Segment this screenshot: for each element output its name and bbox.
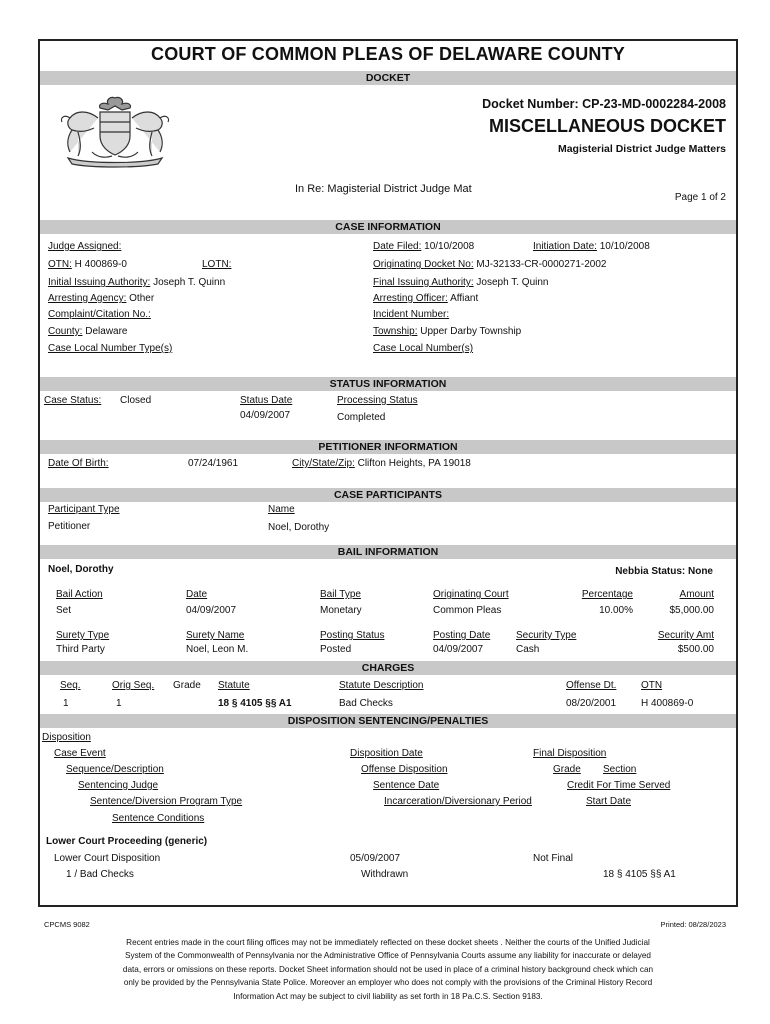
amount-value: $5,000.00	[669, 605, 714, 616]
initial-issuing-authority: Initial Issuing Authority: Joseph T. Quinn	[48, 277, 226, 288]
lotn-label: LOTN:	[202, 259, 232, 270]
court-title: COURT OF COMMON PLEAS OF DELAWARE COUNTY	[151, 44, 625, 64]
participant-type-label: Participant Type	[48, 504, 120, 515]
grade-label: Grade	[553, 764, 581, 775]
form-id: CPCMS 9082	[44, 920, 90, 929]
charge-seq: 1	[63, 698, 69, 709]
docket-number: Docket Number: CP-23-MD-0002284-2008	[482, 97, 726, 111]
section-label: Section	[603, 764, 637, 775]
charge-orig-seq: 1	[116, 698, 122, 709]
sentence-conditions-label: Sentence Conditions	[112, 813, 205, 824]
bail-person: Noel, Dorothy	[48, 564, 114, 575]
final-disposition-label: Final Disposition	[533, 748, 607, 759]
charge-description: Bad Checks	[339, 698, 393, 709]
originating-docket: Originating Docket No: MJ-32133-CR-0000271-2002	[373, 259, 607, 270]
lower-court-date: 05/09/2007	[350, 853, 401, 864]
disclaimer-line: data, errors or omissions on these reports. Docket Sheet information should not be used in place of a criminal history background check which can	[122, 964, 654, 974]
printed-date: Printed: 08/28/2023	[660, 920, 726, 929]
docket-frame	[38, 39, 738, 907]
posting-status-header: Posting Status	[320, 630, 385, 641]
surety-name-header: Surety Name	[186, 630, 245, 641]
otn: OTN: H 400869-0	[48, 259, 127, 270]
orig-seq-header: Orig Seq.	[112, 680, 155, 691]
docket-subtype: Magisterial District Judge Matters	[557, 143, 726, 155]
disposition-bar: DISPOSITION SENTENCING/PENALTIES	[40, 714, 736, 728]
security-amt-header: Security Amt	[657, 630, 714, 641]
final-issuing-authority: Final Issuing Authority: Joseph T. Quinn	[373, 277, 549, 288]
disposition-date-label: Disposition Date	[350, 748, 423, 759]
city-state-zip: City/State/Zip: Clifton Heights, PA 19018	[292, 458, 471, 469]
page-label: Page 1 of 2	[674, 192, 726, 203]
participant-type-value: Petitioner	[48, 521, 91, 532]
docket-type: MISCELLANEOUS DOCKET	[488, 116, 726, 136]
disclaimer-notice	[60, 936, 716, 1003]
judge-assigned-label: Judge Assigned:	[48, 241, 122, 252]
status-information-bar: STATUS INFORMATION	[40, 377, 736, 391]
incarceration-period-label: Incarceration/Diversionary Period	[384, 796, 532, 807]
bail-type-header: Bail Type	[320, 589, 361, 600]
surety-type-header: Surety Type	[56, 630, 110, 641]
credit-time-served-label: Credit For Time Served	[567, 780, 671, 791]
sentence-program-type-label: Sentence/Diversion Program Type	[90, 796, 243, 807]
arresting-officer: Arresting Officer: Affiant	[373, 293, 479, 304]
surety-name-value: Noel, Leon M.	[186, 644, 249, 655]
charge-disposition: Withdrawn	[361, 869, 409, 880]
originating-court-header: Originating Court	[433, 589, 509, 600]
participant-name-label: Name	[268, 504, 295, 515]
case-participants-bar: CASE PARTICIPANTS	[40, 488, 736, 502]
sentencing-judge-label: Sentencing Judge	[78, 780, 159, 791]
originating-court-value: Common Pleas	[433, 605, 502, 616]
start-date-label: Start Date	[586, 796, 632, 807]
complaint-citation-label: Complaint/Citation No.:	[48, 309, 151, 320]
statute-description-header: Statute Description	[339, 680, 424, 691]
sentence-date-label: Sentence Date	[373, 780, 440, 791]
case-event-label: Case Event	[54, 748, 106, 759]
security-type-value: Cash	[516, 644, 540, 655]
status-date-value: 04/09/2007	[240, 410, 291, 421]
petitioner-information-bar: PETITIONER INFORMATION	[40, 440, 736, 454]
case-information-bar: CASE INFORMATION	[40, 220, 736, 234]
disclaimer-line: System of the Commonwealth of Pennsylvania nor the Administrative Office of Pennsylvania Courts assume any liability for inaccurate or delayed	[125, 951, 651, 961]
in-re-caption: In Re: Magisterial District Judge Mat	[295, 183, 472, 195]
disposition-label: Disposition	[42, 732, 91, 743]
surety-type-value: Third Party	[56, 644, 105, 655]
charge-statute: 18 § 4105 §§ A1	[218, 698, 292, 709]
arresting-agency: Arresting Agency: Other	[48, 293, 155, 304]
posting-date-header: Posting Date	[433, 630, 491, 641]
disclaimer-line: Recent entries made in the court filing offices may not be immediately reflected on these docket sheets . Neither the courts of the Unified Judicial	[126, 938, 650, 947]
incident-number-label: Incident Number:	[373, 309, 450, 320]
township: Township: Upper Darby Township	[373, 326, 522, 337]
amount-header: Amount	[679, 589, 714, 600]
date-of-birth-label: Date Of Birth:	[48, 458, 109, 469]
case-local-number-label: Case Local Number(s)	[373, 343, 474, 354]
percentage-header: Percentage	[581, 589, 633, 600]
case-status-label: Case Status:	[44, 395, 102, 406]
offense-disposition-label: Offense Disposition	[361, 764, 448, 775]
seq-header: Seq.	[60, 680, 81, 691]
county: County: Delaware	[48, 326, 128, 337]
otn-header: OTN	[641, 680, 663, 691]
posting-date-value: 04/09/2007	[433, 644, 484, 655]
bail-type-value: Monetary	[320, 605, 362, 616]
statute-header: Statute	[218, 680, 250, 691]
docket-bar: DOCKET	[40, 71, 736, 85]
security-amt-value: $500.00	[677, 644, 714, 655]
charge-line: 1 / Bad Checks	[66, 869, 134, 880]
bail-date-header: Date	[186, 589, 208, 600]
bail-information-bar: BAIL INFORMATION	[40, 545, 736, 559]
date-filed: Date Filed: 10/10/2008	[373, 241, 475, 252]
grade-header: Grade	[173, 680, 201, 691]
processing-status-label: Processing Status	[337, 395, 418, 406]
offense-date-header: Offense Dt.	[566, 680, 617, 691]
participant-name-value: Noel, Dorothy	[268, 522, 330, 533]
processing-status-value: Completed	[337, 412, 386, 423]
sequence-description-label: Sequence/Description	[66, 764, 164, 775]
case-local-number-type-label: Case Local Number Type(s)	[48, 343, 173, 354]
lower-court-heading: Lower Court Proceeding (generic)	[46, 836, 208, 847]
initiation-date: Initiation Date: 10/10/2008	[533, 241, 650, 252]
posting-status-value: Posted	[320, 644, 352, 655]
bail-action-header: Bail Action	[56, 589, 103, 600]
charge-disposition-statute: 18 § 4105 §§ A1	[603, 869, 676, 880]
pennsylvania-coat-of-arms-icon	[48, 92, 182, 168]
disclaimer-line: Information Act may be subject to civil liability as set forth in 18 Pa.C.S. Section 9183.	[233, 991, 543, 1001]
charges-bar: CHARGES	[40, 661, 736, 675]
date-of-birth-value: 07/24/1961	[188, 458, 239, 469]
bail-action-value: Set	[56, 605, 72, 616]
bail-date-value: 04/09/2007	[186, 605, 237, 616]
lower-court-disposition: Lower Court Disposition	[54, 853, 161, 864]
disclaimer-line: only be provided by the Pennsylvania State Police. Moreover an employer who does not comply with the provisions of the Criminal History Record	[123, 978, 653, 988]
nebbia-status: Nebbia Status: None	[615, 566, 713, 577]
security-type-header: Security Type	[516, 630, 577, 641]
status-date-label: Status Date	[240, 395, 293, 406]
lower-court-final: Not Final	[533, 853, 574, 864]
charge-offense-date: 08/20/2001	[566, 698, 617, 709]
charge-otn: H 400869-0	[641, 698, 694, 709]
percentage-value: 10.00%	[599, 605, 633, 616]
case-status-value: Closed	[120, 395, 152, 406]
